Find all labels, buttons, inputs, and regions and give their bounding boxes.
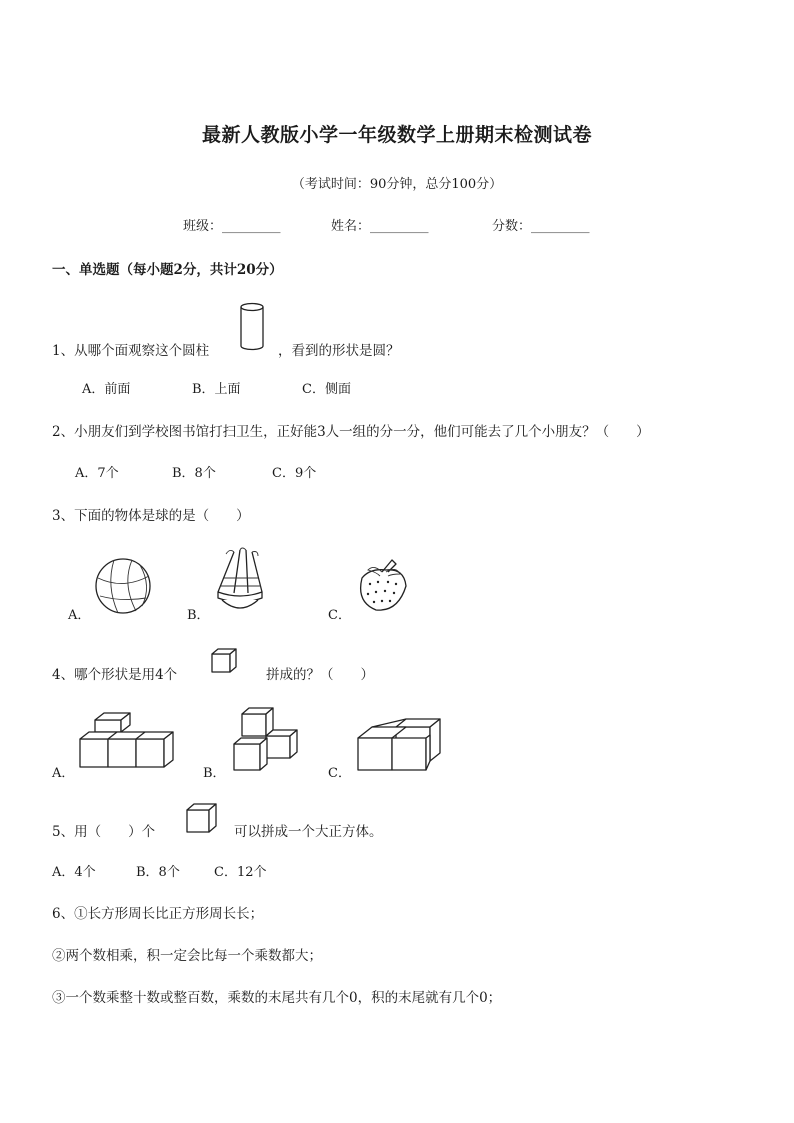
question-6-line-2: ②两个数相乘，积一定会比每一个乘数都大； [52, 948, 322, 964]
strawberry-icon [352, 556, 410, 614]
cube-icon [210, 648, 238, 674]
cube-shape-a [78, 712, 172, 770]
class-field[interactable]: 班级：_________ [183, 219, 281, 234]
q2-option-a[interactable]: A．7个 [75, 466, 119, 481]
q2-option-c[interactable]: C．9个 [272, 466, 317, 481]
q5-option-b[interactable]: B．8个 [136, 865, 180, 880]
q5-option-a[interactable]: A．4个 [52, 865, 96, 880]
question-4-tail: 拼成的？（ ） [266, 667, 374, 683]
q1-option-b[interactable]: B．上面 [192, 382, 241, 397]
exam-subtitle: （考试时间：90分钟，总分100分） [291, 177, 503, 192]
q1-option-c[interactable]: C．侧面 [302, 382, 351, 397]
question-5-text: 5、用（ ）个 [52, 824, 156, 840]
q3-option-a[interactable]: A． [68, 608, 91, 623]
cylinder-icon [238, 302, 266, 354]
cube-shape-b [232, 706, 298, 772]
basketball-icon [92, 556, 156, 616]
question-1-tail: ，看到的形状是圆？ [278, 343, 400, 359]
question-6-line-3: ③一个数乘整十数或整百数，乘数的末尾共有几个0，积的末尾就有几个0； [52, 990, 502, 1006]
cube-icon-q5 [185, 802, 219, 834]
question-5-tail: 可以拼成一个大正方体。 [234, 824, 383, 840]
section-heading: 一、单选题（每小题2分，共计20分） [52, 262, 283, 278]
q4-option-c[interactable]: C． [328, 766, 351, 781]
score-field[interactable]: 分数：_________ [492, 219, 590, 234]
question-6-line-1: 6、①长方形周长比正方形周长长； [52, 906, 264, 922]
shuttlecock-icon [212, 546, 274, 616]
q2-option-b[interactable]: B．8个 [172, 466, 216, 481]
question-1-text: 1、从哪个面观察这个圆柱 [52, 343, 210, 359]
q3-option-b[interactable]: B． [187, 608, 210, 623]
question-2-text: 2、小朋友们到学校图书馆打扫卫生，正好能3人一组的分一分，他们可能去了几个小朋友？（ ） [52, 424, 650, 440]
question-3-text: 3、下面的物体是球的是（ ） [52, 508, 250, 524]
name-field[interactable]: 姓名：_________ [331, 219, 429, 234]
q5-option-c[interactable]: C．12个 [214, 865, 267, 880]
q4-option-b[interactable]: B． [203, 766, 226, 781]
q3-option-c[interactable]: C． [328, 608, 351, 623]
question-4-text: 4、哪个形状是用4个 [52, 667, 178, 683]
q4-option-a[interactable]: A． [52, 766, 75, 781]
q1-option-a[interactable]: A．前面 [82, 382, 131, 397]
page-title: 最新人教版小学一年级数学上册期末检测试卷 [201, 124, 592, 146]
cube-shape-c [356, 718, 442, 772]
